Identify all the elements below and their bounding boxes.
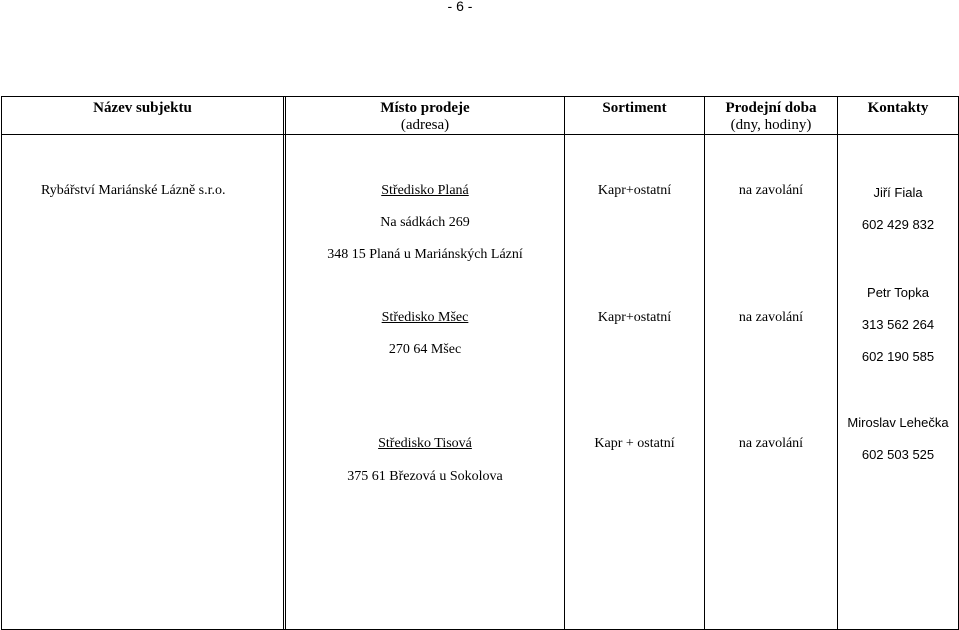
hours-msec: na zavolání xyxy=(738,310,804,325)
hours-tisova: na zavolání xyxy=(738,436,804,451)
assortment-tisova: Kapr + ostatní xyxy=(594,436,675,451)
contact-msec-name: Petr Topka xyxy=(867,285,929,300)
contact-tisova-name: Miroslav Lehečka xyxy=(847,415,949,430)
header-hours-label: Prodejní doba xyxy=(725,100,817,116)
assortment-cell xyxy=(565,135,705,630)
outlet-name-msec: Středisko Mšec xyxy=(381,310,469,325)
header-hours xyxy=(705,97,838,135)
header-subject: Název subjektu xyxy=(2,97,284,135)
contact-plana-name: Jiří Fiala xyxy=(873,185,923,200)
header-row xyxy=(2,97,959,135)
contacts-cell xyxy=(838,135,959,630)
outlet-address-plana-1: Na sádkách 269 xyxy=(380,215,470,230)
body-row xyxy=(2,135,959,630)
outlet-address-plana-2: 348 15 Planá u Mariánských Lázní xyxy=(327,247,523,262)
subject-name: Rybářství Mariánské Lázně s.r.o. xyxy=(41,183,226,198)
hours-cell xyxy=(705,135,838,630)
contact-msec-phone-1: 313 562 264 xyxy=(861,317,935,332)
header-place xyxy=(286,97,565,135)
header-place-label: Místo prodeje xyxy=(380,100,470,116)
outlet-address-tisova: 375 61 Březová u Sokolova xyxy=(347,469,503,484)
header-assortment: Sortiment xyxy=(565,97,705,135)
header-place-sub: (adresa) xyxy=(400,117,450,133)
page-number: - 6 - xyxy=(447,0,473,14)
header-hours-sub: (dny, hodiny) xyxy=(730,117,812,133)
outlet-name-tisova: Středisko Tisová xyxy=(378,436,472,451)
hours-plana: na zavolání xyxy=(738,183,804,198)
place-cell xyxy=(286,135,565,630)
contact-tisova-phone: 602 503 525 xyxy=(861,447,935,462)
contact-msec-phone-2: 602 190 585 xyxy=(861,349,935,364)
outlet-address-msec: 270 64 Mšec xyxy=(388,342,462,357)
header-contacts: Kontakty xyxy=(838,97,959,135)
assortment-msec: Kapr+ostatní xyxy=(597,310,672,325)
contact-plana-phone: 602 429 832 xyxy=(861,217,935,232)
sales-table xyxy=(1,96,959,630)
subject-cell xyxy=(2,135,284,630)
outlet-name-plana: Středisko Planá xyxy=(381,183,469,198)
assortment-plana: Kapr+ostatní xyxy=(597,183,672,198)
